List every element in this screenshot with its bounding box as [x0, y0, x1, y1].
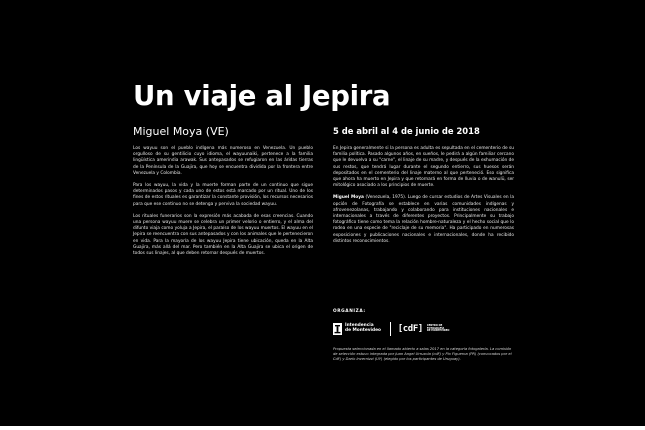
right-text-column [333, 146, 514, 251]
cdf-logo [398, 325, 451, 334]
left-text-column [133, 146, 313, 263]
selection-credits: Propuesta seleccionada en el llamado abierto a salas 2017 en la categoría fotogalería. La comisión de selección estuvo integrada por Juan Angel Urruzola (cdF) y Pio Figueroa (PR) (convocados por el CdF) y Darío Invernizzi (UY) (elegido por los participantes de Uruguay). [333, 347, 512, 361]
artist-bio-text: (Venezuela, 1975). Luego de cursar estudios de Artes Visuales en la opción de Fotografía se establece en varias comunidades indígenas y afrovenezolanas, trabajando y colaborando para instituciones nacionales e internacionales a través de diferentes proyectos. Principalmente su trabajo fotográfico tiene como tema la relación hombre-naturaleza y el hecho social que lo rodea en una especie de "reciclaje de su memoria". Ha participado en numerosas exposiciones y publicaciones nacionales e internacionales, donde ha recibido distintos reconocimientos. [333, 195, 514, 244]
right-paragraph-1: En Jepira generalmente si la persona es adulta es sepultada en el cementerio de su familia política. Pasado algunos años, en sueños, le pedirá a algún familiar cercano que le devuelva a su "carne", el linaje de su madre, y después de la exhumación de sus restos, que tendrá lugar durante el segundo entierro, sus huesos serán depositados en el cementerio del linaje materno al que perteneció. Eso significa que ahora ha muerto en Jepira y que retornará en forma de lluvia o de wanulü, ser mitológico asociado a los principios de muerte. [333, 146, 514, 189]
cdf-logo-line3: DE MONTEVIDEO [426, 329, 450, 333]
author-name: Miguel Moya (VE) [133, 125, 229, 138]
logo-divider [390, 322, 391, 336]
left-paragraph-3: Los rituales funerarios son la expresión más acabada de esas creencias. Cuando una persona wayuu muere se celebra un primer velorio o entierro, y el alma del difunto viaja como yoluja a Jepira, el paraíso de los wayuu muertos. El wayuu en el Jepira se reencuentra con sus antepasados y con los animales que le pertenecieron en vida. Para la mayoría de los wayuu Jepira tiene ubicación, queda en la Alta Guajira, más allá del mar. Pero también en la Alta Guajira se ubica el origen de todos sus linajes, al que deben retornar después de muertos. [133, 213, 313, 257]
intendencia-emblem-icon [333, 323, 342, 335]
artist-bio-name: Miguel Moya [333, 195, 364, 201]
organiza-label: ORGANIZA: [333, 309, 366, 314]
intendencia-logo-line1: Intendencia [345, 323, 374, 329]
left-paragraph-2: Para los wayuu, la vida y la muerte forman parte de un continuo que sigue determinados pasos y cada uno de estos está marcado por un ritual. Uno de los fines de estos rituales es garantizar la constante provisión, los recursos necesarios para que ese continuo no se detenga y perviva la sociedad wayuu. [133, 183, 313, 207]
exhibition-title: Un viaje al Jepira [133, 80, 391, 112]
cdf-logo-mark: [cdF] [397, 323, 423, 334]
artist-bio [333, 195, 514, 245]
left-paragraph-1: Los wayuu son el pueblo indígena más numeroso en Venezuela. Un pueblo orgulloso de su gentilicio cuyo idioma, el wayuunaiki, pertenece a la familia lingüística amerindia arawak. Sus antepasados se refugiaron en las áridas tierras de la Península de la Guajira, que hoy se encuentra dividida por la frontera entre Venezuela y Colombia. [133, 146, 313, 176]
cdf-logo-line2: FOTOGRAFÍA [426, 326, 445, 330]
exhibition-dates: 5 de abril al 4 de junio de 2018 [333, 126, 480, 136]
cdf-logo-line1: CENTRO DE [426, 323, 443, 327]
intendencia-logo [333, 323, 381, 335]
organizer-logos [333, 320, 451, 338]
intendencia-logo-line2: de Montevideo [345, 328, 381, 333]
